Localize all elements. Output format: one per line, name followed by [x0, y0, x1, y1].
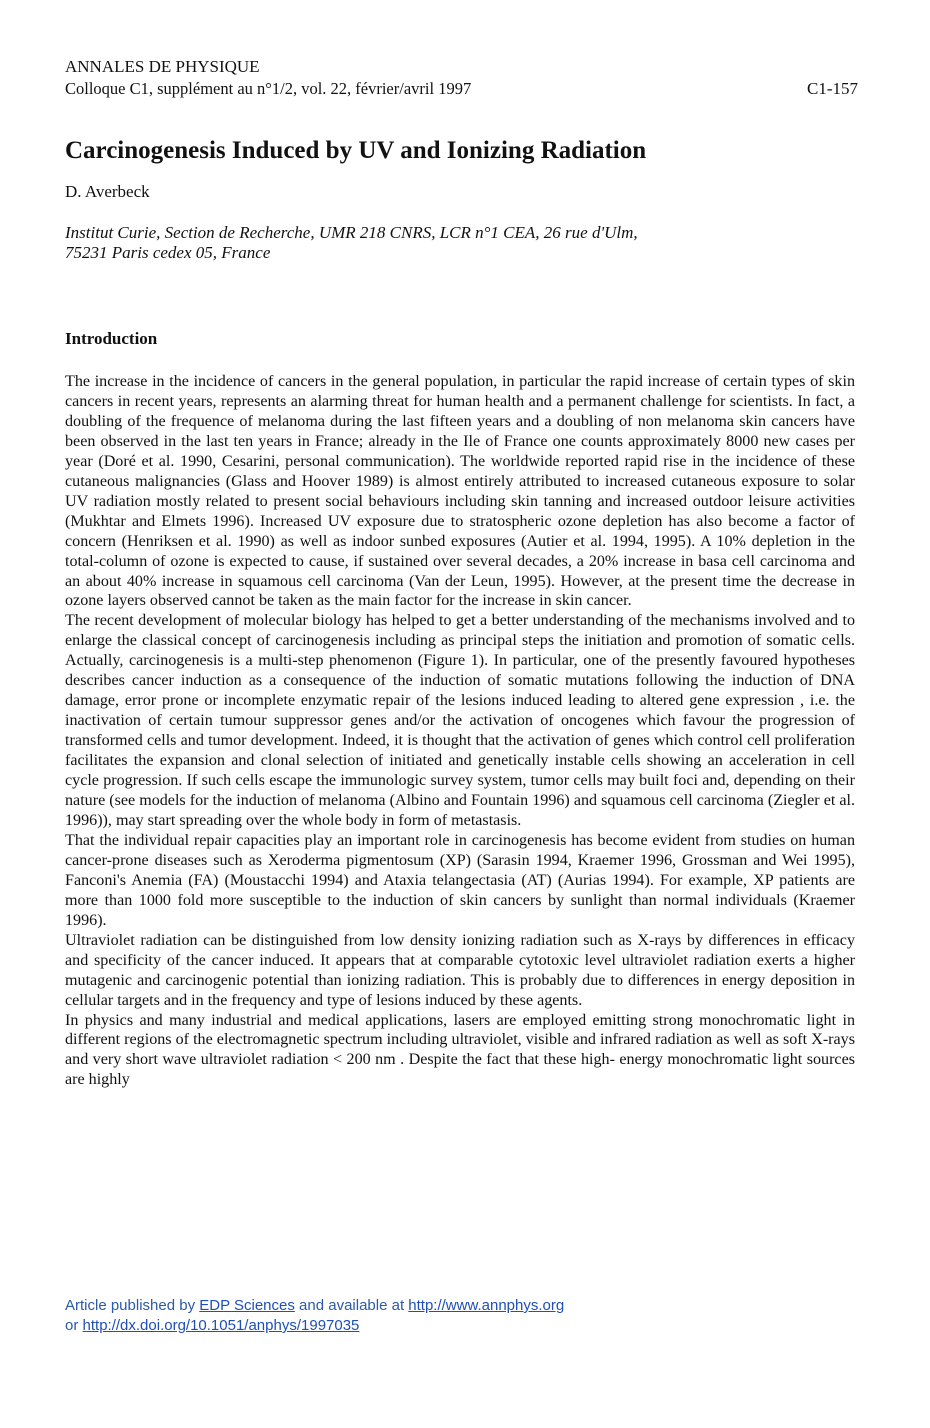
section-heading: Introduction — [65, 329, 158, 348]
affiliation-line-2: 75231 Paris cedex 05, France — [65, 243, 271, 262]
paragraph-5: In physics and many industrial and medical applications, lasers are employed emitting strong monochromatic light in different regions of the electromagnetic spectrum including ultraviolet, visible and infrared radiation as well as soft X-rays and very short wave ultraviolet radiation < 200 nm . Despite the fact that these high- energy monochromatic light sources are highly — [65, 1011, 855, 1089]
author-name: D. Averbeck — [65, 182, 150, 201]
footer-middle-text: and available at — [294, 1297, 409, 1314]
publisher-link[interactable]: EDP Sciences — [199, 1297, 295, 1314]
publication-footer — [65, 1296, 564, 1336]
paragraph-3: That the individual repair capacities play an important role in carcinogenesis has become evident from studies on human cancer-prone diseases such as Xeroderma pigmentosum (XP) (Sarasin 1994, Kraemer 1996, Grossman and Wei 1995), Fanconi's Anemia (FA) (Moustacchi 1994) and Ataxia telangectasia (AT) (Aurias 1994). For example, XP patients are more than 1000 fold more susceptible to the induction of skin cancers by sunlight than normal individuals (Kraemer 1996). — [65, 831, 855, 929]
colloque-info: Colloque C1, supplément au n°1/2, vol. 22, février/avril 1997 — [65, 79, 472, 98]
affiliation-line-1: Institut Curie, Section de Recherche, UMR 218 CNRS, LCR n°1 CEA, 26 rue d'Ulm, — [65, 223, 638, 242]
footer-or-text: or — [65, 1317, 83, 1334]
paragraph-4: Ultraviolet radiation can be distinguished from low density ionizing radiation such as X-rays by differences in efficacy and specificity of the cancer induced. It appears that at comparable cytotoxic level ultraviolet radiation exerts a higher mutagenic and carcinogenic potential than ionizing radiation. This is probably due to differences in energy deposition in cellular targets and in the frequency and type of lesions induced by these agents. — [65, 931, 855, 1009]
page-number: C1-157 — [807, 79, 858, 98]
footer-line-1 — [65, 1296, 564, 1316]
footer-prefix-text: Article published by — [65, 1297, 200, 1314]
author-affiliation — [65, 223, 855, 263]
paragraph-1: The increase in the incidence of cancers in the general population, in particular the rapid increase of certain types of skin cancers in recent years, represents an alarming threat for human health and a permanent challenge for scientists. In fact, a doubling of the frequence of melanoma during the last fifteen years and a doubling of non melanoma skin cancers have been observed in the last ten years in France; already in the Ile of France one counts approximately 8000 new cases per year (Doré et al. 1990, Cesarini, personal communication). The worldwide reported rapid rise in the incidence of these cutaneous malignancies (Glass and Hoover 1989) is almost entirely attributed to increased cutaneous exposure to solar UV radiation mostly related to present social behaviours including skin tanning and increased outdoor leisure activities (Mukhtar and Elmets 1996). Increased UV exposure due to stratospheric ozone depletion has also become a factor of concern (Henriksen et al. 1990) as well as indoor sunbed exposures (Autier et al. 1994, 1995). A 10% depletion in the total-column of ozone is expected to cause, if sustained over several decades, a 20% increase in basa cell carcinoma and an about 40% increase in squamous cell carcinoma (Van der Leun, 1995). However, at the present time the decrease in ozone layers observed cannot be taken as the main factor for the increase in skin cancer. — [65, 373, 855, 610]
section-body — [65, 372, 855, 1090]
doi-link[interactable]: http://dx.doi.org/10.1051/anphys/1997035 — [82, 1317, 360, 1334]
footer-line-2 — [65, 1316, 564, 1336]
journal-name: ANNALES DE PHYSIQUE — [65, 57, 260, 76]
paragraph-2: The recent development of molecular biology has helped to get a better understanding of the mechanisms involved and to enlarge the classical concept of carcinogenesis including as principal steps the initiation and promotion of somatic cells. Actually, carcinogenesis is a multi-step phenomenon (Figure 1). In particular, one of the presently favoured hypotheses describes cancer induction as a consequence of the induction of somatic mutations following the induction of DNA damage, error prone or incomplete enzymatic repair of the lesions induced leading to altered gene expression , i.e. the inactivation of certain tumour suppressor genes and/or the activation of oncogenes which favour the progression of transformed cells and tumor development. Indeed, it is thought that the activation of genes which control cell proliferation facilitates the expansion and clonal selection of initiated and genetically instable cells showing an acceleration in cell cycle progression. If such cells escape the immunologic survey system, tumor cells may built foci and, depending on their nature (see models for the induction of melanoma (Albino and Fountain 1996) and squamous cell carcinoma (Ziegler et al. 1996)), may start spreading over the whole body in form of metastasis. — [65, 612, 855, 829]
website-link[interactable]: http://www.annphys.org — [408, 1297, 565, 1314]
article-title: Carcinogenesis Induced by UV and Ionizing Radiation — [65, 137, 647, 164]
